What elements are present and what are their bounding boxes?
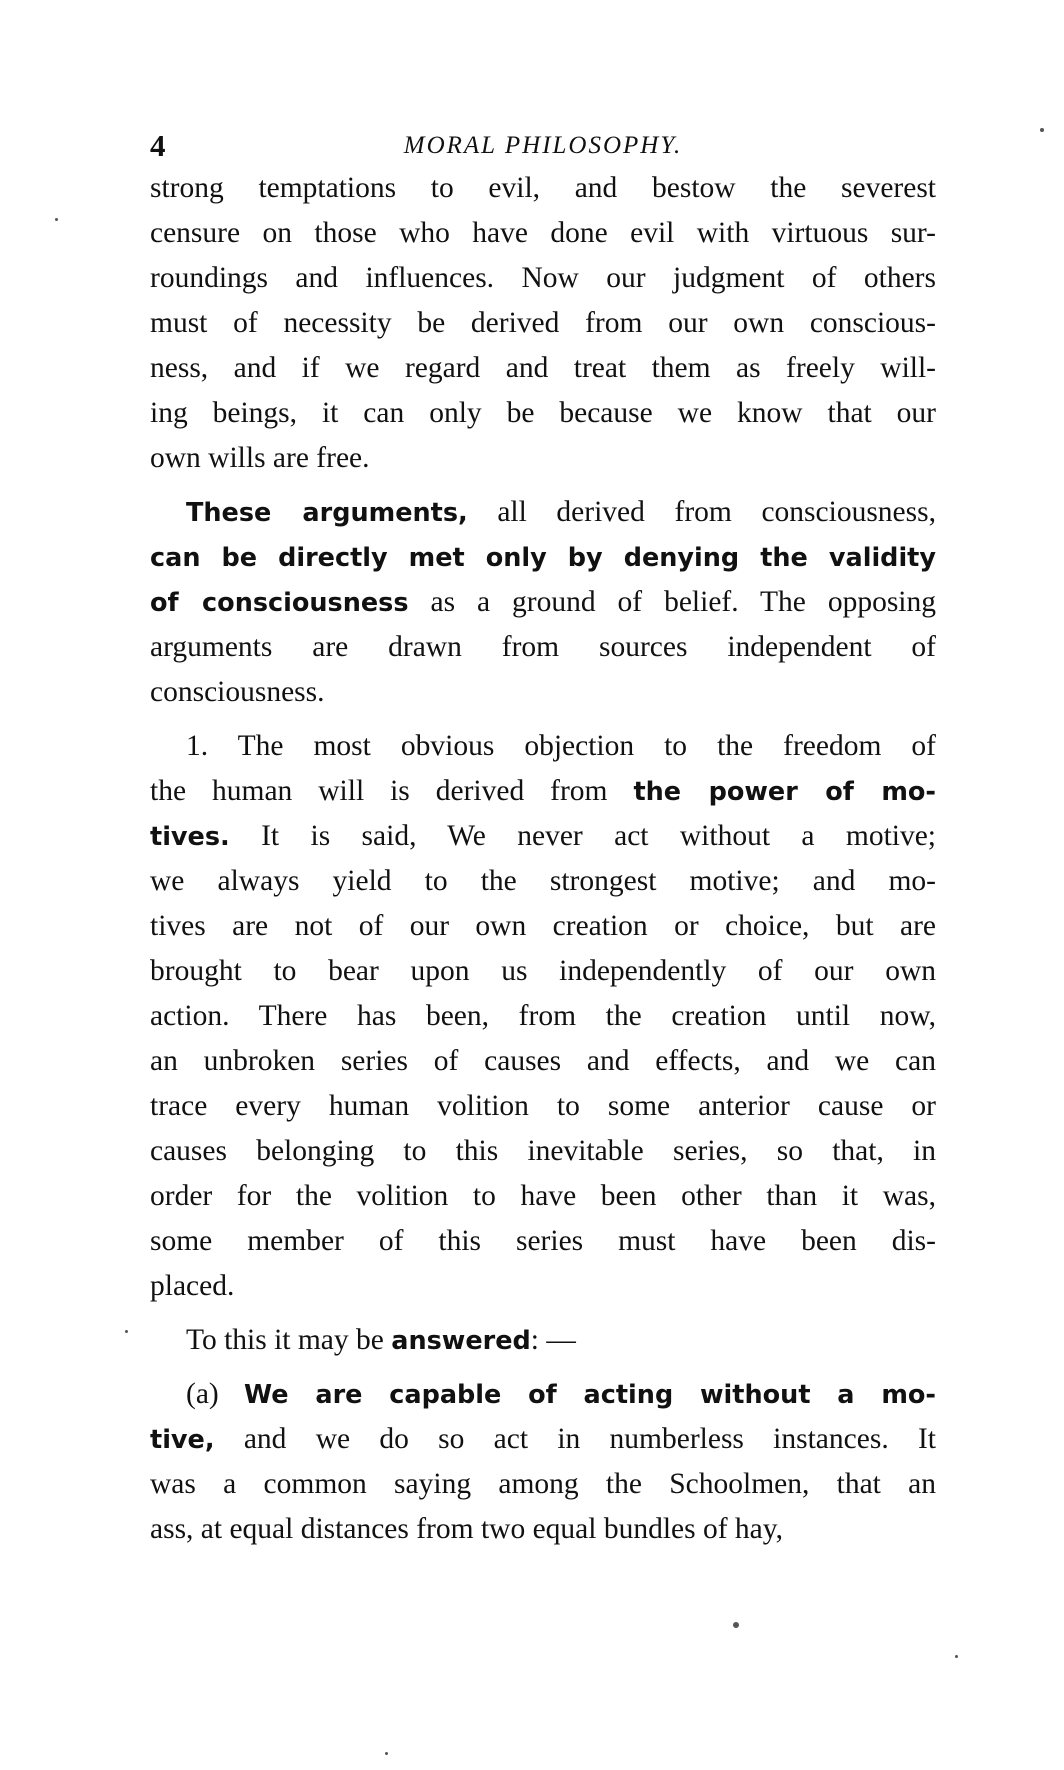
text-line: (a) We are capable of acting without a mo-: [186, 1378, 936, 1410]
paragraph: [150, 724, 936, 1309]
text-line: ness, and if we regard and treat them as freely will-: [150, 352, 936, 384]
text-line: tives. It is said, We never act without a motive;: [150, 820, 936, 852]
paragraph: [150, 1318, 936, 1363]
text-line: tive, and we do so act in numberless instances. It: [150, 1423, 936, 1455]
text-line: arguments are drawn from sources independent of: [150, 631, 936, 663]
text-line: ing beings, it can only be because we know that our: [150, 397, 936, 429]
text-line: own wills are free.: [150, 442, 370, 474]
text-line: must of necessity be derived from our own conscious-: [150, 307, 936, 339]
paragraph-gap: [150, 481, 936, 490]
text-line: To this it may be answered: —: [186, 1324, 576, 1356]
text-line: tives are not of our own creation or choice, but are: [150, 910, 936, 942]
scan-speck: [125, 1330, 128, 1333]
text-line: consciousness.: [150, 676, 325, 708]
text-line: order for the volition to have been other than it was,: [150, 1180, 936, 1212]
page-header: [150, 118, 936, 166]
body-text: [150, 166, 936, 1552]
text-line: we always yield to the strongest motive; and mo-: [150, 865, 936, 897]
scan-speck: [733, 1622, 739, 1628]
scan-speck: [1040, 128, 1044, 132]
text-line: roundings and influences. Now our judgment of others: [150, 262, 936, 294]
paragraph-gap: [150, 1309, 936, 1318]
paragraph: [150, 490, 936, 715]
text-line: strong temptations to evil, and bestow the severest: [150, 172, 936, 204]
text-line: was a common saying among the Schoolmen, that an: [150, 1468, 936, 1500]
text-line: of consciousness as a ground of belief. The opposing: [150, 586, 936, 618]
text-line: some member of this series must have been dis-: [150, 1225, 936, 1257]
paragraph-gap: [150, 1363, 936, 1372]
paragraph-gap: [150, 715, 936, 724]
text-line: trace every human volition to some anterior cause or: [150, 1090, 936, 1122]
text-line: causes belonging to this inevitable series, so that, in: [150, 1135, 936, 1167]
scan-speck: [55, 218, 58, 221]
text-line: action. There has been, from the creation until now,: [150, 1000, 936, 1032]
text-line: censure on those who have done evil with virtuous sur-: [150, 217, 936, 249]
page-number: 4: [150, 128, 166, 163]
book-page: [150, 118, 936, 1552]
running-title: MORAL PHILOSOPHY.: [403, 132, 683, 159]
scan-speck: [385, 1752, 388, 1755]
text-line: ass, at equal distances from two equal bundles of hay,: [150, 1513, 783, 1545]
text-line: 1. The most obvious objection to the freedom of: [186, 730, 936, 762]
scan-speck: [955, 1655, 958, 1658]
text-line: an unbroken series of causes and effects, and we can: [150, 1045, 936, 1077]
paragraph: [150, 166, 936, 481]
text-line: the human will is derived from the power of mo-: [150, 775, 936, 807]
text-line: brought to bear upon us independently of our own: [150, 955, 936, 987]
text-line: These arguments, all derived from consciousness,: [186, 496, 936, 528]
text-line: can be directly met only by denying the validity: [150, 543, 936, 573]
text-line: placed.: [150, 1270, 235, 1302]
paragraph: [150, 1372, 936, 1552]
